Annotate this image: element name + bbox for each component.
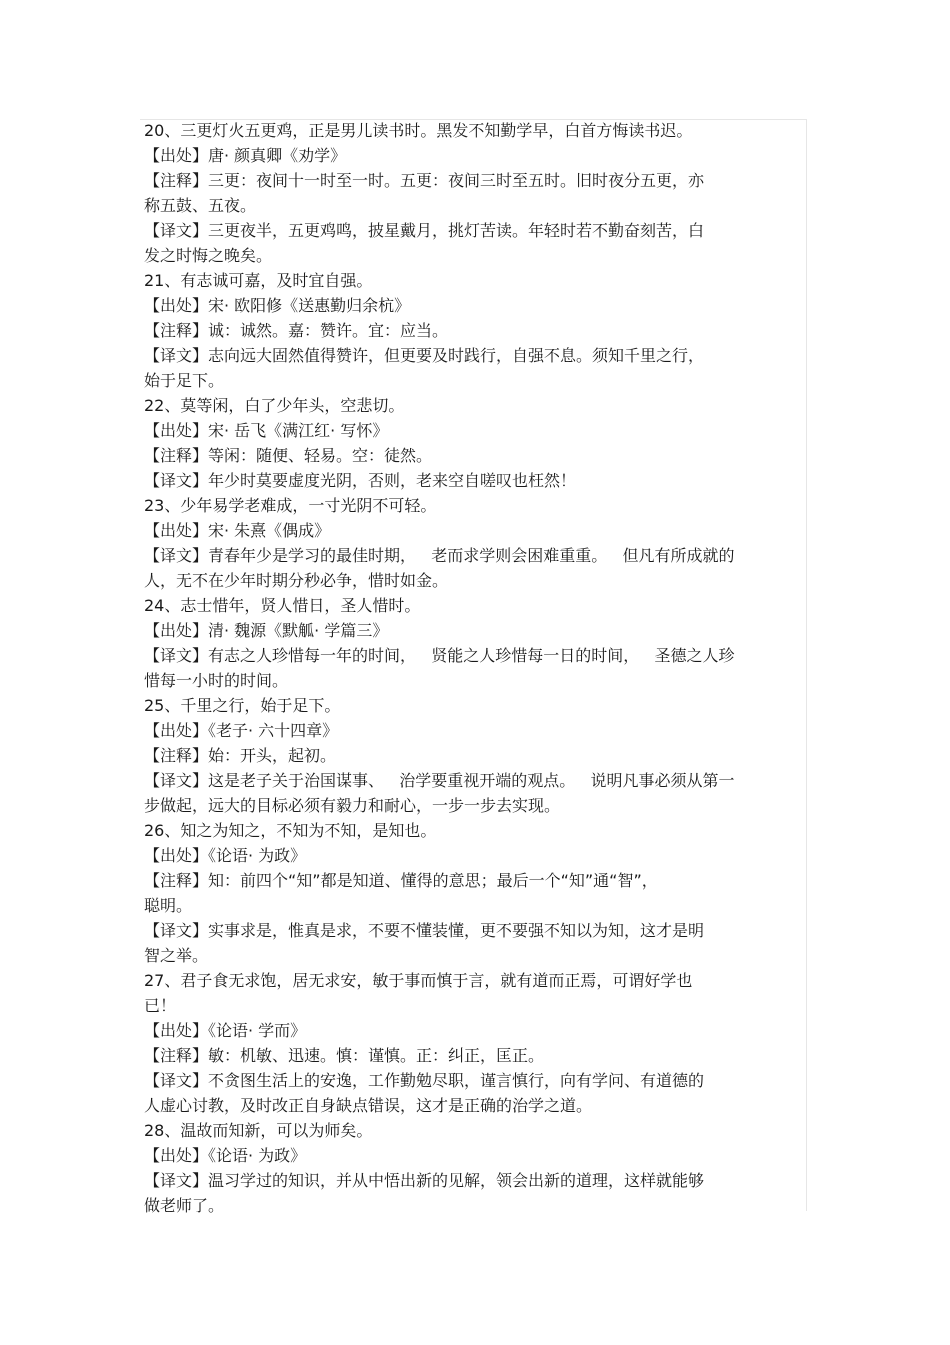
- text-line: 28、温故而知新，可以为师矣。: [144, 1121, 373, 1140]
- text-line: 【注释】知：前四个“知”都是知道、懂得的意思；最后一个“知”通“智”，: [144, 871, 658, 890]
- text-line: 人，无不在少年时期分秒必争，惜时如金。: [144, 571, 449, 590]
- text-line: 【出处】《论语· 为政》: [144, 1146, 307, 1165]
- text-line: 做老师了。: [144, 1196, 225, 1215]
- text-line: 21、有志诚可嘉，及时宜自强。: [144, 271, 373, 290]
- text-line: 【译文】年少时莫要虚度光阴，否则，老来空自嗟叹也枉然！: [144, 471, 577, 490]
- text-line: 步做起，远大的目标必须有毅力和耐心，一步一步去实现。: [144, 796, 561, 815]
- text-line: 【出处】清· 魏源《默觚· 学篇三》: [144, 621, 389, 640]
- text-line: 26、知之为知之，不知为不知，是知也。: [144, 821, 437, 840]
- text-line: 【译文】温习学过的知识，并从中悟出新的见解，领会出新的道理，这样就能够: [144, 1171, 705, 1190]
- text-line: 人虚心讨教，及时改正自身缺点错误，这才是正确的治学之道。: [144, 1096, 593, 1115]
- text-line: 23、少年易学老难成，一寸光阴不可轻。: [144, 496, 437, 515]
- text-line: 【出处】宋· 朱熹《偶成》: [144, 521, 331, 540]
- text-line: 【出处】宋· 岳飞《满江红· 写怀》: [144, 421, 389, 440]
- text-line: 【注释】三更：夜间十一时至一时。五更：夜间三时至五时。旧时夜分五更，亦: [144, 171, 705, 190]
- text-line: 【出处】《老子· 六十四章》: [144, 721, 339, 740]
- text-line: 25、千里之行，始于足下。: [144, 696, 341, 715]
- text-line: 发之时悔之晚矣。: [144, 246, 273, 265]
- document-body: [144, 118, 806, 1218]
- text-line: 24、志士惜年，贤人惜日，圣人惜时。: [144, 596, 421, 615]
- text-line: 【译文】实事求是，惟真是求，不要不懂装懂，更不要强不知以为知，这才是明: [144, 921, 705, 940]
- text-line: 【译文】青春年少是学习的最佳时期， 老而求学则会困难重重。 但凡有所成就的: [144, 546, 735, 565]
- text-line: 【注释】始：开头，起初。: [144, 746, 337, 765]
- text-line: 已！: [144, 996, 177, 1015]
- text-line: 始于足下。: [144, 371, 225, 390]
- text-line: 【译文】不贪图生活上的安逸，工作勤勉尽职，谨言慎行，向有学问、有道德的: [144, 1071, 705, 1090]
- text-line: 惜每一小时的时间。: [144, 671, 289, 690]
- text-line: 【注释】诚：诚然。嘉：赞许。宜：应当。: [144, 321, 449, 340]
- text-line: 22、莫等闲，白了少年头，空悲切。: [144, 396, 405, 415]
- text-line: 智之举。: [144, 946, 209, 965]
- text-line: 【出处】唐· 颜真卿《劝学》: [144, 146, 347, 165]
- text-line: 27、君子食无求饱，居无求安，敏于事而慎于言，就有道而正焉，可谓好学也: [144, 971, 693, 990]
- text-line: 【译文】志向远大固然值得赞许，但更要及时践行，自强不息。须知千里之行，: [144, 346, 705, 365]
- text-line: 【注释】等闲：随便、轻易。空：徒然。: [144, 446, 433, 465]
- text-line: 【译文】这是老子关于治国谋事、 治学要重视开端的观点。 说明凡事必须从第一: [144, 771, 735, 790]
- text-line: 聪明。: [144, 896, 193, 915]
- text-line: 称五鼓、五夜。: [144, 196, 257, 215]
- text-line: 【出处】《论语· 学而》: [144, 1021, 307, 1040]
- text-line: 【译文】有志之人珍惜每一年的时间， 贤能之人珍惜每一日的时间， 圣德之人珍: [144, 646, 735, 665]
- text-line: 【出处】宋· 欧阳修《送惠勤归余杭》: [144, 296, 411, 315]
- text-line: 【出处】《论语· 为政》: [144, 846, 307, 865]
- text-line: 【译文】三更夜半，五更鸡鸣，披星戴月，挑灯苦读。年轻时若不勤奋刻苦，白: [144, 221, 705, 240]
- text-line: 20、三更灯火五更鸡，正是男儿读书时。黑发不知勤学早，白首方悔读书迟。: [144, 121, 693, 140]
- text-line: 【注释】敏：机敏、迅速。慎：谨慎。正：纠正，匡正。: [144, 1046, 545, 1065]
